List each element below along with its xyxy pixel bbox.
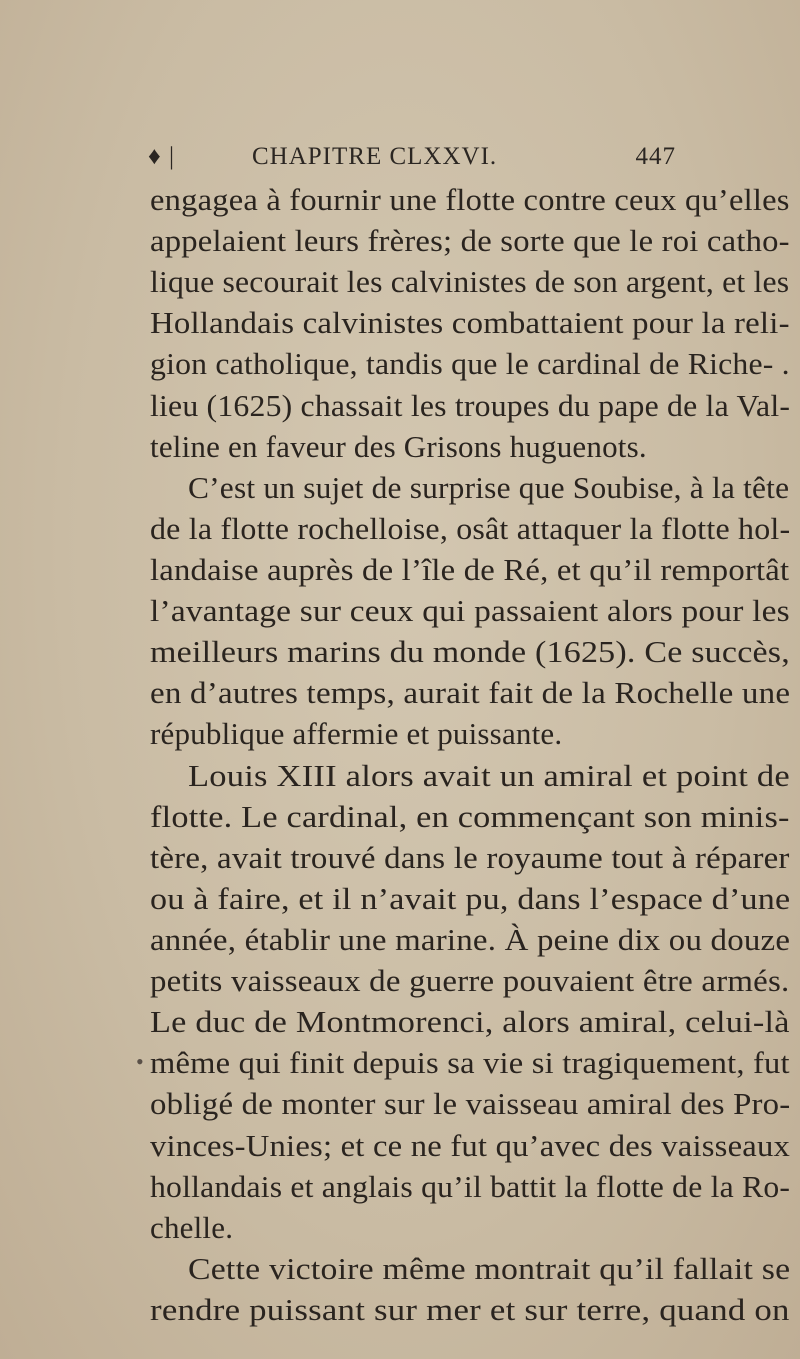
text-line-16: flotte. Le cardinal, en commençant son minis- [150,799,790,834]
text-line-18: ou à faire, et il n’avait pu, dans l’espace d’une [150,881,791,916]
text-line-27: Cette victoire même montrait qu’il fallait se [188,1251,791,1286]
text-line-4: Hollandais calvinistes combattaient pour la reli- [150,305,790,340]
text-line-23: obligé de monter sur le vaisseau amiral des Pro- [150,1086,791,1121]
text-line-20: petits vaisseaux de guerre pouvaient être armés. [150,963,790,998]
text-line-1: engagea à fournir une flotte contre ceux qu’elles [150,182,790,217]
text-line-11: l’avantage sur ceux qui passaient alors pour les [150,593,790,628]
text-line-2: appelaient leurs frères; de sorte que le roi catho- [150,223,790,258]
text-line-17: tère, avait trouvé dans le royaume tout à réparer [150,840,790,875]
text-line-21: Le duc de Montmorenci, alors amiral, celui-là [150,1004,790,1039]
text-line-10: landaise auprès de l’île de Ré, et qu’il remportât [150,552,790,587]
text-line-25: hollandais et anglais qu’il battit la flotte de la Ro- [150,1169,791,1204]
margin-mark: • [136,1049,144,1074]
text-line-15: Louis XIII alors avait un amiral et point de [188,758,790,793]
text-line-8: C’est un sujet de surprise que Soubise, à la tête [188,470,790,505]
text-line-28: rendre puissant sur mer et sur terre, quand on [150,1292,790,1327]
text-line-19: année, établir une marine. À peine dix ou douze [150,922,791,957]
header-ornament: ♦ | [148,143,176,170]
text-line-3: lique secourait les calvinistes de son argent, et les [150,264,790,299]
text-line-13: en d’autres temps, aurait fait de la Rochelle une [150,675,791,710]
page-number: 447 [635,143,676,170]
text-line-24: vinces-Unies; et ce ne fut qu’avec des vaisseaux [150,1128,791,1163]
text-line-6: lieu (1625) chassait les troupes du pape de la Val- [150,388,791,423]
text-line-22: même qui finit depuis sa vie si tragiquement, fut [150,1045,790,1080]
text-line-9: de la flotte rochelloise, osât attaquer la flotte hol- [150,511,791,546]
chapter-title: CHAPITRE CLXXVI. [252,143,498,170]
text-line-12: meilleurs marins du monde (1625). Ce succès, [150,634,790,669]
text-line-26: chelle. [150,1210,234,1245]
text-line-7: teline en faveur des Grisons huguenots. [150,429,647,464]
text-line-14: république affermie et puissante. [150,716,563,751]
text-line-5: gion catholique, tandis que le cardinal de Riche- . [150,346,790,381]
